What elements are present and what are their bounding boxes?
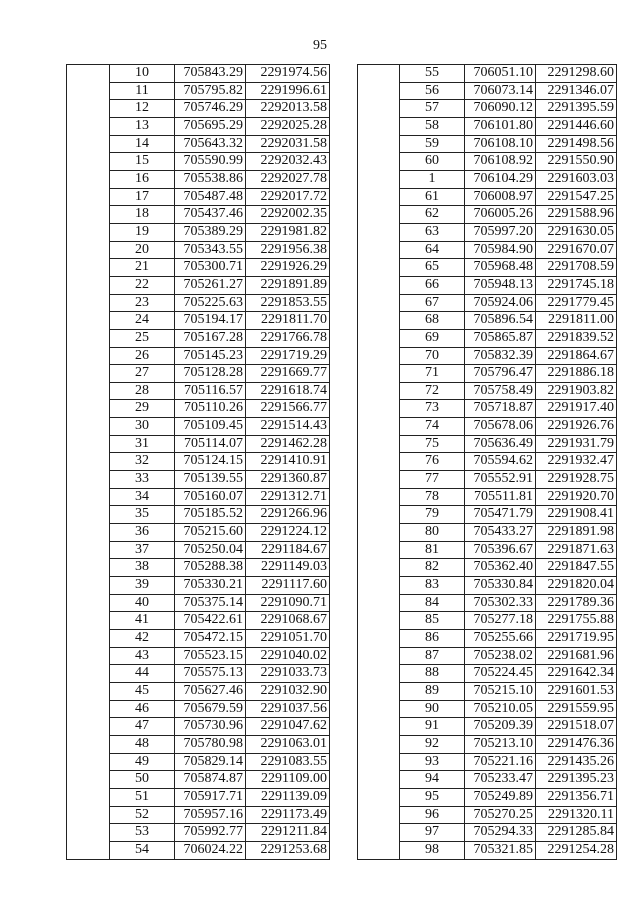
x-coordinate-cell: 705330.21 <box>175 577 246 595</box>
x-coordinate-cell: 705389.29 <box>175 223 246 241</box>
x-coordinate-cell: 705924.06 <box>465 294 536 312</box>
y-coordinate-cell: 2291109.00 <box>246 771 330 789</box>
y-coordinate-cell: 2291681.96 <box>536 647 617 665</box>
y-coordinate-cell: 2291498.56 <box>536 135 617 153</box>
y-coordinate-cell: 2291926.29 <box>246 259 330 277</box>
x-coordinate-cell: 705843.29 <box>175 65 246 83</box>
x-coordinate-cell: 705968.48 <box>465 259 536 277</box>
point-number-cell: 93 <box>400 753 465 771</box>
y-coordinate-cell: 2291037.56 <box>246 700 330 718</box>
x-coordinate-cell: 705718.87 <box>465 400 536 418</box>
y-coordinate-cell: 2291139.09 <box>246 788 330 806</box>
point-number-cell: 49 <box>110 753 175 771</box>
point-number-cell: 87 <box>400 647 465 665</box>
y-coordinate-cell: 2291956.38 <box>246 241 330 259</box>
y-coordinate-cell: 2291719.95 <box>536 630 617 648</box>
x-coordinate-cell: 705288.38 <box>175 559 246 577</box>
x-coordinate-cell: 705209.39 <box>465 718 536 736</box>
point-number-cell: 44 <box>110 665 175 683</box>
point-number-cell: 27 <box>110 365 175 383</box>
y-coordinate-cell: 2291601.53 <box>536 682 617 700</box>
x-coordinate-cell: 705210.05 <box>465 700 536 718</box>
x-coordinate-cell: 705896.54 <box>465 312 536 330</box>
point-number-cell: 54 <box>110 841 175 859</box>
x-coordinate-cell: 705255.66 <box>465 630 536 648</box>
x-coordinate-cell: 705829.14 <box>175 753 246 771</box>
point-number-cell: 65 <box>400 259 465 277</box>
point-number-cell: 67 <box>400 294 465 312</box>
x-coordinate-cell: 705997.20 <box>465 223 536 241</box>
y-coordinate-cell: 2291642.34 <box>536 665 617 683</box>
x-coordinate-cell: 705128.28 <box>175 365 246 383</box>
point-number-cell: 92 <box>400 735 465 753</box>
page-number: 95 <box>313 38 327 53</box>
point-number-cell: 89 <box>400 682 465 700</box>
point-number-cell: 52 <box>110 806 175 824</box>
x-coordinate-cell: 705472.15 <box>175 630 246 648</box>
y-coordinate-cell: 2291669.77 <box>246 365 330 383</box>
x-coordinate-cell: 705643.32 <box>175 135 246 153</box>
point-number-cell: 58 <box>400 117 465 135</box>
x-coordinate-cell: 706005.26 <box>465 206 536 224</box>
x-coordinate-cell: 706101.80 <box>465 117 536 135</box>
point-number-cell: 45 <box>110 682 175 700</box>
point-number-cell: 81 <box>400 541 465 559</box>
x-coordinate-cell: 705730.96 <box>175 718 246 736</box>
y-coordinate-cell: 2292027.78 <box>246 170 330 188</box>
point-number-cell: 38 <box>110 559 175 577</box>
blank-column-cell <box>358 65 400 860</box>
y-coordinate-cell: 2291047.62 <box>246 718 330 736</box>
y-coordinate-cell: 2291839.52 <box>536 329 617 347</box>
y-coordinate-cell: 2292002.35 <box>246 206 330 224</box>
point-number-cell: 10 <box>110 65 175 83</box>
y-coordinate-cell: 2291755.88 <box>536 612 617 630</box>
x-coordinate-cell: 705302.33 <box>465 594 536 612</box>
y-coordinate-cell: 2291903.82 <box>536 382 617 400</box>
point-number-cell: 70 <box>400 347 465 365</box>
point-number-cell: 96 <box>400 806 465 824</box>
point-number-cell: 1 <box>400 170 465 188</box>
y-coordinate-cell: 2291032.90 <box>246 682 330 700</box>
point-number-cell: 78 <box>400 488 465 506</box>
x-coordinate-cell: 705433.27 <box>465 524 536 542</box>
y-coordinate-cell: 2291253.68 <box>246 841 330 859</box>
y-coordinate-cell: 2291917.40 <box>536 400 617 418</box>
x-coordinate-cell: 706108.92 <box>465 153 536 171</box>
table-row <box>358 65 617 83</box>
x-coordinate-cell: 705575.13 <box>175 665 246 683</box>
y-coordinate-cell: 2291410.91 <box>246 453 330 471</box>
y-coordinate-cell: 2292017.72 <box>246 188 330 206</box>
point-number-cell: 23 <box>110 294 175 312</box>
x-coordinate-cell: 705992.77 <box>175 824 246 842</box>
x-coordinate-cell: 705185.52 <box>175 506 246 524</box>
y-coordinate-cell: 2291745.18 <box>536 276 617 294</box>
point-number-cell: 11 <box>110 82 175 100</box>
x-coordinate-cell: 705636.49 <box>465 435 536 453</box>
x-coordinate-cell: 705375.14 <box>175 594 246 612</box>
y-coordinate-cell: 2291847.55 <box>536 559 617 577</box>
y-coordinate-cell: 2291708.59 <box>536 259 617 277</box>
y-coordinate-cell: 2291920.70 <box>536 488 617 506</box>
point-number-cell: 53 <box>110 824 175 842</box>
y-coordinate-cell: 2291346.07 <box>536 82 617 100</box>
x-coordinate-cell: 705437.46 <box>175 206 246 224</box>
point-number-cell: 88 <box>400 665 465 683</box>
point-number-cell: 64 <box>400 241 465 259</box>
point-number-cell: 37 <box>110 541 175 559</box>
x-coordinate-cell: 705695.29 <box>175 117 246 135</box>
x-coordinate-cell: 705795.82 <box>175 82 246 100</box>
point-number-cell: 69 <box>400 329 465 347</box>
x-coordinate-cell: 705832.39 <box>465 347 536 365</box>
x-coordinate-cell: 705594.62 <box>465 453 536 471</box>
y-coordinate-cell: 2291090.71 <box>246 594 330 612</box>
y-coordinate-cell: 2291395.23 <box>536 771 617 789</box>
x-coordinate-cell: 705627.46 <box>175 682 246 700</box>
x-coordinate-cell: 705139.55 <box>175 471 246 489</box>
x-coordinate-cell: 705746.29 <box>175 100 246 118</box>
point-number-cell: 56 <box>400 82 465 100</box>
x-coordinate-cell: 705277.18 <box>465 612 536 630</box>
point-number-cell: 59 <box>400 135 465 153</box>
y-coordinate-cell: 2291446.60 <box>536 117 617 135</box>
y-coordinate-cell: 2291117.60 <box>246 577 330 595</box>
point-number-cell: 86 <box>400 630 465 648</box>
x-coordinate-cell: 705110.26 <box>175 400 246 418</box>
point-number-cell: 31 <box>110 435 175 453</box>
y-coordinate-cell: 2291766.78 <box>246 329 330 347</box>
x-coordinate-cell: 705874.87 <box>175 771 246 789</box>
x-coordinate-cell: 705678.06 <box>465 418 536 436</box>
x-coordinate-cell: 705917.71 <box>175 788 246 806</box>
point-number-cell: 42 <box>110 630 175 648</box>
y-coordinate-cell: 2291285.84 <box>536 824 617 842</box>
x-coordinate-cell: 705422.61 <box>175 612 246 630</box>
y-coordinate-cell: 2291149.03 <box>246 559 330 577</box>
y-coordinate-cell: 2291224.12 <box>246 524 330 542</box>
point-number-cell: 12 <box>110 100 175 118</box>
point-number-cell: 43 <box>110 647 175 665</box>
point-number-cell: 32 <box>110 453 175 471</box>
point-number-cell: 18 <box>110 206 175 224</box>
x-coordinate-cell: 706073.14 <box>465 82 536 100</box>
point-number-cell: 19 <box>110 223 175 241</box>
point-number-cell: 16 <box>110 170 175 188</box>
x-coordinate-cell: 705984.90 <box>465 241 536 259</box>
y-coordinate-cell: 2291811.70 <box>246 312 330 330</box>
y-coordinate-cell: 2292013.58 <box>246 100 330 118</box>
y-coordinate-cell: 2292031.58 <box>246 135 330 153</box>
x-coordinate-cell: 706008.97 <box>465 188 536 206</box>
y-coordinate-cell: 2291462.28 <box>246 435 330 453</box>
y-coordinate-cell: 2291618.74 <box>246 382 330 400</box>
point-number-cell: 46 <box>110 700 175 718</box>
blank-column-cell <box>67 65 110 860</box>
point-number-cell: 66 <box>400 276 465 294</box>
y-coordinate-cell: 2291891.98 <box>536 524 617 542</box>
y-coordinate-cell: 2291886.18 <box>536 365 617 383</box>
x-coordinate-cell: 705679.59 <box>175 700 246 718</box>
y-coordinate-cell: 2291864.67 <box>536 347 617 365</box>
point-number-cell: 98 <box>400 841 465 859</box>
x-coordinate-cell: 705330.84 <box>465 577 536 595</box>
x-coordinate-cell: 705225.63 <box>175 294 246 312</box>
coordinate-table-right <box>357 64 617 860</box>
y-coordinate-cell: 2291184.67 <box>246 541 330 559</box>
point-number-cell: 24 <box>110 312 175 330</box>
x-coordinate-cell: 705215.60 <box>175 524 246 542</box>
y-coordinate-cell: 2291395.59 <box>536 100 617 118</box>
x-coordinate-cell: 705796.47 <box>465 365 536 383</box>
y-coordinate-cell: 2291211.84 <box>246 824 330 842</box>
y-coordinate-cell: 2291550.90 <box>536 153 617 171</box>
y-coordinate-cell: 2291320.11 <box>536 806 617 824</box>
y-coordinate-cell: 2291051.70 <box>246 630 330 648</box>
y-coordinate-cell: 2291547.25 <box>536 188 617 206</box>
x-coordinate-cell: 705865.87 <box>465 329 536 347</box>
y-coordinate-cell: 2291559.95 <box>536 700 617 718</box>
x-coordinate-cell: 705160.07 <box>175 488 246 506</box>
x-coordinate-cell: 705249.89 <box>465 788 536 806</box>
x-coordinate-cell: 705194.17 <box>175 312 246 330</box>
point-number-cell: 51 <box>110 788 175 806</box>
coordinate-table-left <box>66 64 330 860</box>
x-coordinate-cell: 705957.16 <box>175 806 246 824</box>
x-coordinate-cell: 706108.10 <box>465 135 536 153</box>
point-number-cell: 79 <box>400 506 465 524</box>
x-coordinate-cell: 705362.40 <box>465 559 536 577</box>
y-coordinate-cell: 2291853.55 <box>246 294 330 312</box>
x-coordinate-cell: 705758.49 <box>465 382 536 400</box>
y-coordinate-cell: 2291518.07 <box>536 718 617 736</box>
y-coordinate-cell: 2291083.55 <box>246 753 330 771</box>
x-coordinate-cell: 705487.48 <box>175 188 246 206</box>
point-number-cell: 21 <box>110 259 175 277</box>
point-number-cell: 80 <box>400 524 465 542</box>
x-coordinate-cell: 706104.29 <box>465 170 536 188</box>
y-coordinate-cell: 2291811.00 <box>536 312 617 330</box>
y-coordinate-cell: 2291566.77 <box>246 400 330 418</box>
y-coordinate-cell: 2291435.26 <box>536 753 617 771</box>
y-coordinate-cell: 2291033.73 <box>246 665 330 683</box>
y-coordinate-cell: 2291298.60 <box>536 65 617 83</box>
x-coordinate-cell: 705215.10 <box>465 682 536 700</box>
x-coordinate-cell: 705396.67 <box>465 541 536 559</box>
point-number-cell: 63 <box>400 223 465 241</box>
point-number-cell: 77 <box>400 471 465 489</box>
y-coordinate-cell: 2292025.28 <box>246 117 330 135</box>
y-coordinate-cell: 2291063.01 <box>246 735 330 753</box>
x-coordinate-cell: 705109.45 <box>175 418 246 436</box>
x-coordinate-cell: 705233.47 <box>465 771 536 789</box>
point-number-cell: 14 <box>110 135 175 153</box>
y-coordinate-cell: 2291719.29 <box>246 347 330 365</box>
point-number-cell: 20 <box>110 241 175 259</box>
point-number-cell: 82 <box>400 559 465 577</box>
point-number-cell: 15 <box>110 153 175 171</box>
x-coordinate-cell: 706024.22 <box>175 841 246 859</box>
point-number-cell: 94 <box>400 771 465 789</box>
point-number-cell: 71 <box>400 365 465 383</box>
x-coordinate-cell: 705238.02 <box>465 647 536 665</box>
point-number-cell: 57 <box>400 100 465 118</box>
y-coordinate-cell: 2291996.61 <box>246 82 330 100</box>
y-coordinate-cell: 2292032.43 <box>246 153 330 171</box>
point-number-cell: 36 <box>110 524 175 542</box>
point-number-cell: 60 <box>400 153 465 171</box>
y-coordinate-cell: 2291266.96 <box>246 506 330 524</box>
point-number-cell: 22 <box>110 276 175 294</box>
point-number-cell: 41 <box>110 612 175 630</box>
point-number-cell: 35 <box>110 506 175 524</box>
point-number-cell: 50 <box>110 771 175 789</box>
x-coordinate-cell: 705145.23 <box>175 347 246 365</box>
point-number-cell: 13 <box>110 117 175 135</box>
point-number-cell: 97 <box>400 824 465 842</box>
point-number-cell: 28 <box>110 382 175 400</box>
y-coordinate-cell: 2291926.76 <box>536 418 617 436</box>
x-coordinate-cell: 705780.98 <box>175 735 246 753</box>
point-number-cell: 17 <box>110 188 175 206</box>
x-coordinate-cell: 705300.71 <box>175 259 246 277</box>
x-coordinate-cell: 705213.10 <box>465 735 536 753</box>
point-number-cell: 84 <box>400 594 465 612</box>
y-coordinate-cell: 2291173.49 <box>246 806 330 824</box>
point-number-cell: 85 <box>400 612 465 630</box>
x-coordinate-cell: 705538.86 <box>175 170 246 188</box>
point-number-cell: 76 <box>400 453 465 471</box>
y-coordinate-cell: 2291068.67 <box>246 612 330 630</box>
x-coordinate-cell: 705511.81 <box>465 488 536 506</box>
y-coordinate-cell: 2291908.41 <box>536 506 617 524</box>
x-coordinate-cell: 705552.91 <box>465 471 536 489</box>
point-number-cell: 26 <box>110 347 175 365</box>
point-number-cell: 48 <box>110 735 175 753</box>
point-number-cell: 40 <box>110 594 175 612</box>
point-number-cell: 95 <box>400 788 465 806</box>
point-number-cell: 25 <box>110 329 175 347</box>
point-number-cell: 73 <box>400 400 465 418</box>
point-number-cell: 72 <box>400 382 465 400</box>
x-coordinate-cell: 705948.13 <box>465 276 536 294</box>
x-coordinate-cell: 705261.27 <box>175 276 246 294</box>
y-coordinate-cell: 2291514.43 <box>246 418 330 436</box>
y-coordinate-cell: 2291254.28 <box>536 841 617 859</box>
x-coordinate-cell: 705114.07 <box>175 435 246 453</box>
x-coordinate-cell: 705321.85 <box>465 841 536 859</box>
point-number-cell: 34 <box>110 488 175 506</box>
point-number-cell: 91 <box>400 718 465 736</box>
point-number-cell: 33 <box>110 471 175 489</box>
point-number-cell: 29 <box>110 400 175 418</box>
y-coordinate-cell: 2291670.07 <box>536 241 617 259</box>
y-coordinate-cell: 2291974.56 <box>246 65 330 83</box>
y-coordinate-cell: 2291928.75 <box>536 471 617 489</box>
point-number-cell: 83 <box>400 577 465 595</box>
point-number-cell: 90 <box>400 700 465 718</box>
y-coordinate-cell: 2291476.36 <box>536 735 617 753</box>
point-number-cell: 74 <box>400 418 465 436</box>
y-coordinate-cell: 2291603.03 <box>536 170 617 188</box>
x-coordinate-cell: 705167.28 <box>175 329 246 347</box>
y-coordinate-cell: 2291630.05 <box>536 223 617 241</box>
point-number-cell: 55 <box>400 65 465 83</box>
table-row <box>67 65 330 83</box>
point-number-cell: 62 <box>400 206 465 224</box>
y-coordinate-cell: 2291871.63 <box>536 541 617 559</box>
y-coordinate-cell: 2291981.82 <box>246 223 330 241</box>
x-coordinate-cell: 705294.33 <box>465 824 536 842</box>
x-coordinate-cell: 705270.25 <box>465 806 536 824</box>
y-coordinate-cell: 2291932.47 <box>536 453 617 471</box>
x-coordinate-cell: 705221.16 <box>465 753 536 771</box>
x-coordinate-cell: 706090.12 <box>465 100 536 118</box>
y-coordinate-cell: 2291820.04 <box>536 577 617 595</box>
y-coordinate-cell: 2291789.36 <box>536 594 617 612</box>
point-number-cell: 47 <box>110 718 175 736</box>
x-coordinate-cell: 705343.55 <box>175 241 246 259</box>
x-coordinate-cell: 705124.15 <box>175 453 246 471</box>
point-number-cell: 61 <box>400 188 465 206</box>
y-coordinate-cell: 2291312.71 <box>246 488 330 506</box>
x-coordinate-cell: 705116.57 <box>175 382 246 400</box>
point-number-cell: 30 <box>110 418 175 436</box>
y-coordinate-cell: 2291931.79 <box>536 435 617 453</box>
y-coordinate-cell: 2291588.96 <box>536 206 617 224</box>
y-coordinate-cell: 2291356.71 <box>536 788 617 806</box>
x-coordinate-cell: 705250.04 <box>175 541 246 559</box>
y-coordinate-cell: 2291040.02 <box>246 647 330 665</box>
point-number-cell: 39 <box>110 577 175 595</box>
x-coordinate-cell: 706051.10 <box>465 65 536 83</box>
x-coordinate-cell: 705590.99 <box>175 153 246 171</box>
point-number-cell: 75 <box>400 435 465 453</box>
y-coordinate-cell: 2291891.89 <box>246 276 330 294</box>
x-coordinate-cell: 705224.45 <box>465 665 536 683</box>
y-coordinate-cell: 2291779.45 <box>536 294 617 312</box>
x-coordinate-cell: 705471.79 <box>465 506 536 524</box>
y-coordinate-cell: 2291360.87 <box>246 471 330 489</box>
point-number-cell: 68 <box>400 312 465 330</box>
x-coordinate-cell: 705523.15 <box>175 647 246 665</box>
